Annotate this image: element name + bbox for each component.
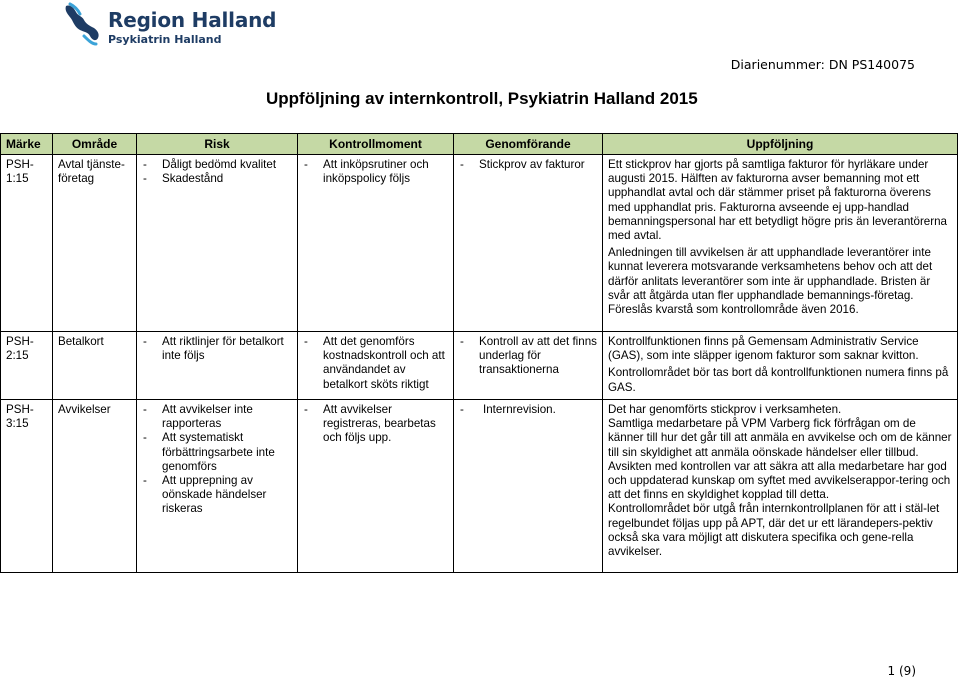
genomforande-cell: [454, 332, 603, 400]
uppfoljning-paragraph: Kontrollfunktionen finns på Gemensam Administrativ Service (GAS), som inte släpper igenom fakturor som saknar kvitton.: [608, 335, 919, 363]
uppfoljning-paragraph: Kontrollområdet bör tas bort då kontrollfunktionen numera finns på GAS.: [608, 366, 949, 394]
column-header: Uppföljning: [603, 134, 958, 155]
column-header: Område: [53, 134, 137, 155]
column-header: Märke: [1, 134, 53, 155]
logo-subtitle: Psykiatrin Halland: [108, 33, 222, 46]
uppfoljning-paragraph: Samtliga medarbetare på VPM Varberg fick förfrågan om de känner till hur det går till att anmäla en avvikelse och om de känner till sin skyldighet att anmäla oönskade händelser eller tillbud.: [608, 417, 952, 459]
uppfoljning-paragraph: Föreslås kvarstå som kontrollområde även 2016.: [608, 303, 859, 317]
omrade-text: Avtal tjänste-företag: [58, 158, 125, 186]
table-header-row: [1, 134, 958, 155]
column-header: Genomförande: [454, 134, 603, 155]
column-header: Kontrollmoment: [298, 134, 454, 155]
uppfoljning-cell: [603, 400, 958, 573]
uppfoljning-cell: [603, 155, 958, 332]
marke-cell: [1, 400, 53, 573]
kontroll-item: - Att det genomförs kostnadskontroll och att användandet av betalkort sköts riktigt: [303, 335, 449, 392]
risk-cell: [137, 155, 298, 332]
kontroll-cell: [298, 155, 454, 332]
marke-cell: [1, 332, 53, 400]
risk-item: - Dåligt bedömd kvalitet: [142, 158, 293, 172]
omrade-cell: [53, 400, 137, 573]
genomforande-item: - Kontroll av att det finns underlag för transaktionerna: [459, 335, 598, 378]
omrade-text: Avvikelser: [58, 403, 111, 416]
risk-item: - Skadestånd: [142, 172, 293, 186]
risk-item: - Att systematiskt förbättringsarbete inte genomförs: [142, 431, 293, 474]
marke-text: PSH-2:15: [6, 335, 34, 363]
region-halland-logo: [60, 2, 277, 46]
table-row: [1, 155, 958, 332]
uppfoljning-paragraph: Avsikten med kontrollen var att säkra att alla medarbetare har god och uppdaterad kunskap om syftet med avvikelserappor-tering och att det finns en skyldighet kopplad till detta.: [608, 459, 951, 502]
risk-cell: [137, 332, 298, 400]
uppfoljning-paragraph: Det har genomförts stickprov i verksamheten.: [608, 403, 842, 416]
kontroll-cell: [298, 332, 454, 400]
uppfoljning-paragraph: Anledningen till avvikelsen är att upphandlade leverantörer inte kunnat leverera motsvarande verksamhetens behov och att det därför anlitats leverantörer som inte är upphandlade. Bristen är svår att åtgärda utan fler upphandlade bemannings-företag.: [608, 246, 933, 302]
kontroll-cell: [298, 400, 454, 573]
table-row: [1, 400, 958, 573]
omrade-cell: [53, 332, 137, 400]
genomforande-item: - Stickprov av fakturor: [459, 158, 598, 172]
page-title: Uppföljning av internkontroll, Psykiatrin Halland 2015: [266, 89, 698, 108]
logo-emblem-icon: [60, 2, 104, 46]
risk-item: - Att upprepning av oönskade händelser riskeras: [142, 474, 293, 517]
genomforande-cell: [454, 400, 603, 573]
uppfoljning-cell: [603, 332, 958, 400]
genomforande-cell: [454, 155, 603, 332]
marke-cell: [1, 155, 53, 332]
column-header: Risk: [137, 134, 298, 155]
marke-text: PSH-1:15: [6, 158, 34, 186]
table-row: [1, 332, 958, 400]
kontroll-item: - Att avvikelser registreras, bearbetas och följs upp.: [303, 403, 449, 446]
risk-item: - Att avvikelser inte rapporteras: [142, 403, 293, 431]
uppfoljning-paragraph: Kontrollområdet bör utgå från internkontrollplanen för att i stäl-let regelbundet följas upp på APT, där det ur ett lärandepers-pektiv också ska vara möjligt att diskutera specifika och gene-rella avvikelser.: [608, 502, 940, 559]
diarienummer: Diarienummer: DN PS140075: [730, 57, 915, 72]
risk-cell: [137, 400, 298, 573]
page-number: 1 (9): [887, 664, 916, 678]
logo-title: Region Halland: [108, 8, 277, 32]
kontroll-item: - Att inköpsrutiner och inköpspolicy följs: [303, 158, 449, 186]
marke-text: PSH-3:15: [6, 403, 34, 431]
omrade-cell: [53, 155, 137, 332]
followup-table: [0, 133, 958, 573]
genomforande-item: - Internrevision.: [459, 403, 598, 417]
omrade-text: Betalkort: [58, 335, 104, 348]
risk-item: - Att riktlinjer för betalkort inte följs: [142, 335, 293, 363]
uppfoljning-paragraph: Ett stickprov har gjorts på samtliga fakturor för hyrläkare under augusti 2015. Hälften av fakturorna avser bemanning mot ett upphandlat avtal och där stämmer priset på fakturorna överens med upphandlat pris. Fakturorna avseende ej upp-handlad bemanningspersonal har ett betydligt högre pris än leverantörerna med avtal.: [608, 158, 948, 243]
